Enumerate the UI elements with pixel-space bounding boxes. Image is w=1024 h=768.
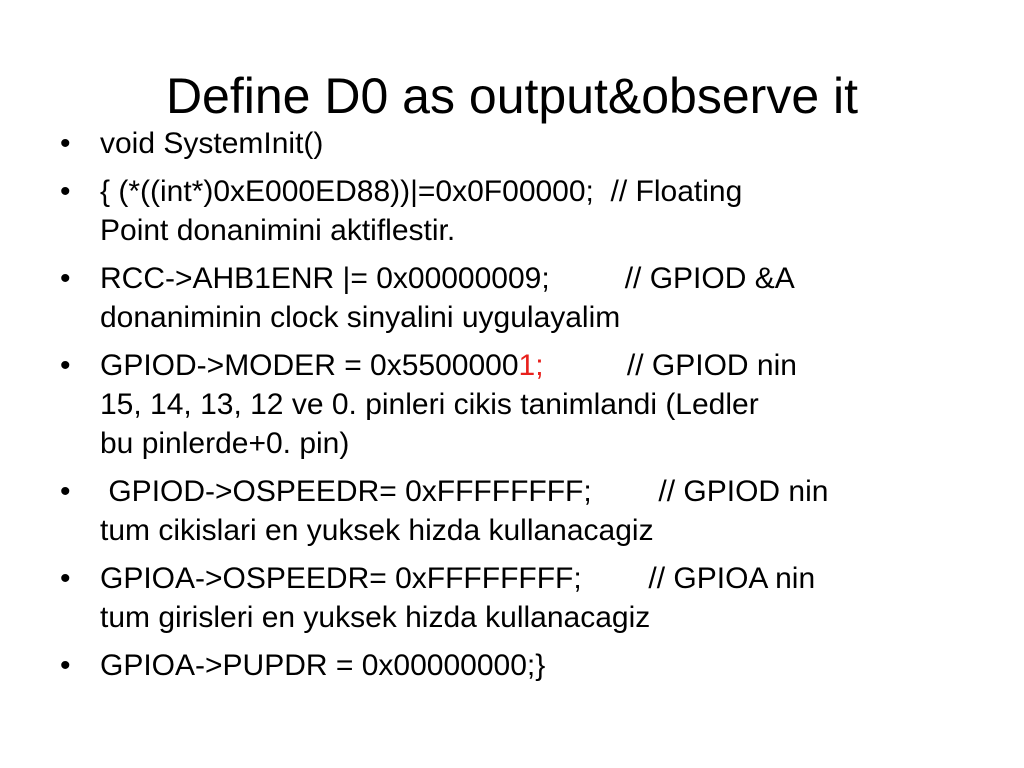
bullet-item-3 [0, 259, 960, 337]
bullet-text-line1-pre: GPIOD->MODER = 0x5500000 [100, 349, 519, 382]
bullet-list [0, 124, 1024, 694]
bullet-icon: • [60, 349, 71, 382]
bullet-item-4 [0, 346, 960, 463]
bullet-text-line1-post: // GPIOD nin [543, 349, 797, 382]
bullet-text-line2: donaniminin clock sinyalini uygulayalim [100, 301, 621, 334]
bullet-icon: • [60, 262, 71, 295]
bullet-text-line2: Point donanimini aktiflestir. [100, 214, 456, 247]
bullet-text-line1: { (*((int*)0xE000ED88))|=0x0F00000; // Floating [100, 175, 743, 208]
bullet-text-line2: tum girisleri en yuksek hizda kullanacagiz [100, 601, 651, 634]
bullet-item-5 [0, 472, 960, 550]
bullet-text-line1: GPIOA->OSPEEDR= 0xFFFFFFFF; // GPIOA nin [100, 562, 816, 595]
bullet-text-line1: GPIOD->OSPEEDR= 0xFFFFFFFF; // GPIOD nin [100, 475, 829, 508]
slide-title: Define D0 as output&observe it [165, 68, 859, 124]
bullet-icon: • [60, 175, 71, 208]
bullet-text-line1: void SystemInit() [100, 127, 324, 160]
bullet-item-7 [0, 646, 960, 685]
bullet-item-6 [0, 559, 960, 637]
bullet-icon: • [60, 562, 71, 595]
bullet-text-line1: GPIOA->PUPDR = 0x00000000;} [100, 649, 546, 682]
bullet-icon: • [60, 649, 71, 682]
bullet-text-line2: tum cikislari en yuksek hizda kullanacagiz [100, 514, 654, 547]
bullet-item-2 [0, 172, 960, 250]
bullet-text-line2: 15, 14, 13, 12 ve 0. pinleri cikis tanimlandi (Ledler [100, 388, 759, 421]
bullet-text-line1-highlight: 1; [518, 349, 544, 382]
bullet-text-line3: bu pinlerde+0. pin) [100, 427, 350, 460]
bullet-icon: • [60, 475, 71, 508]
bullet-text-line1: RCC->AHB1ENR |= 0x00000009; // GPIOD &A [100, 262, 795, 295]
bullet-item-1 [0, 124, 960, 163]
bullet-icon: • [60, 127, 71, 160]
